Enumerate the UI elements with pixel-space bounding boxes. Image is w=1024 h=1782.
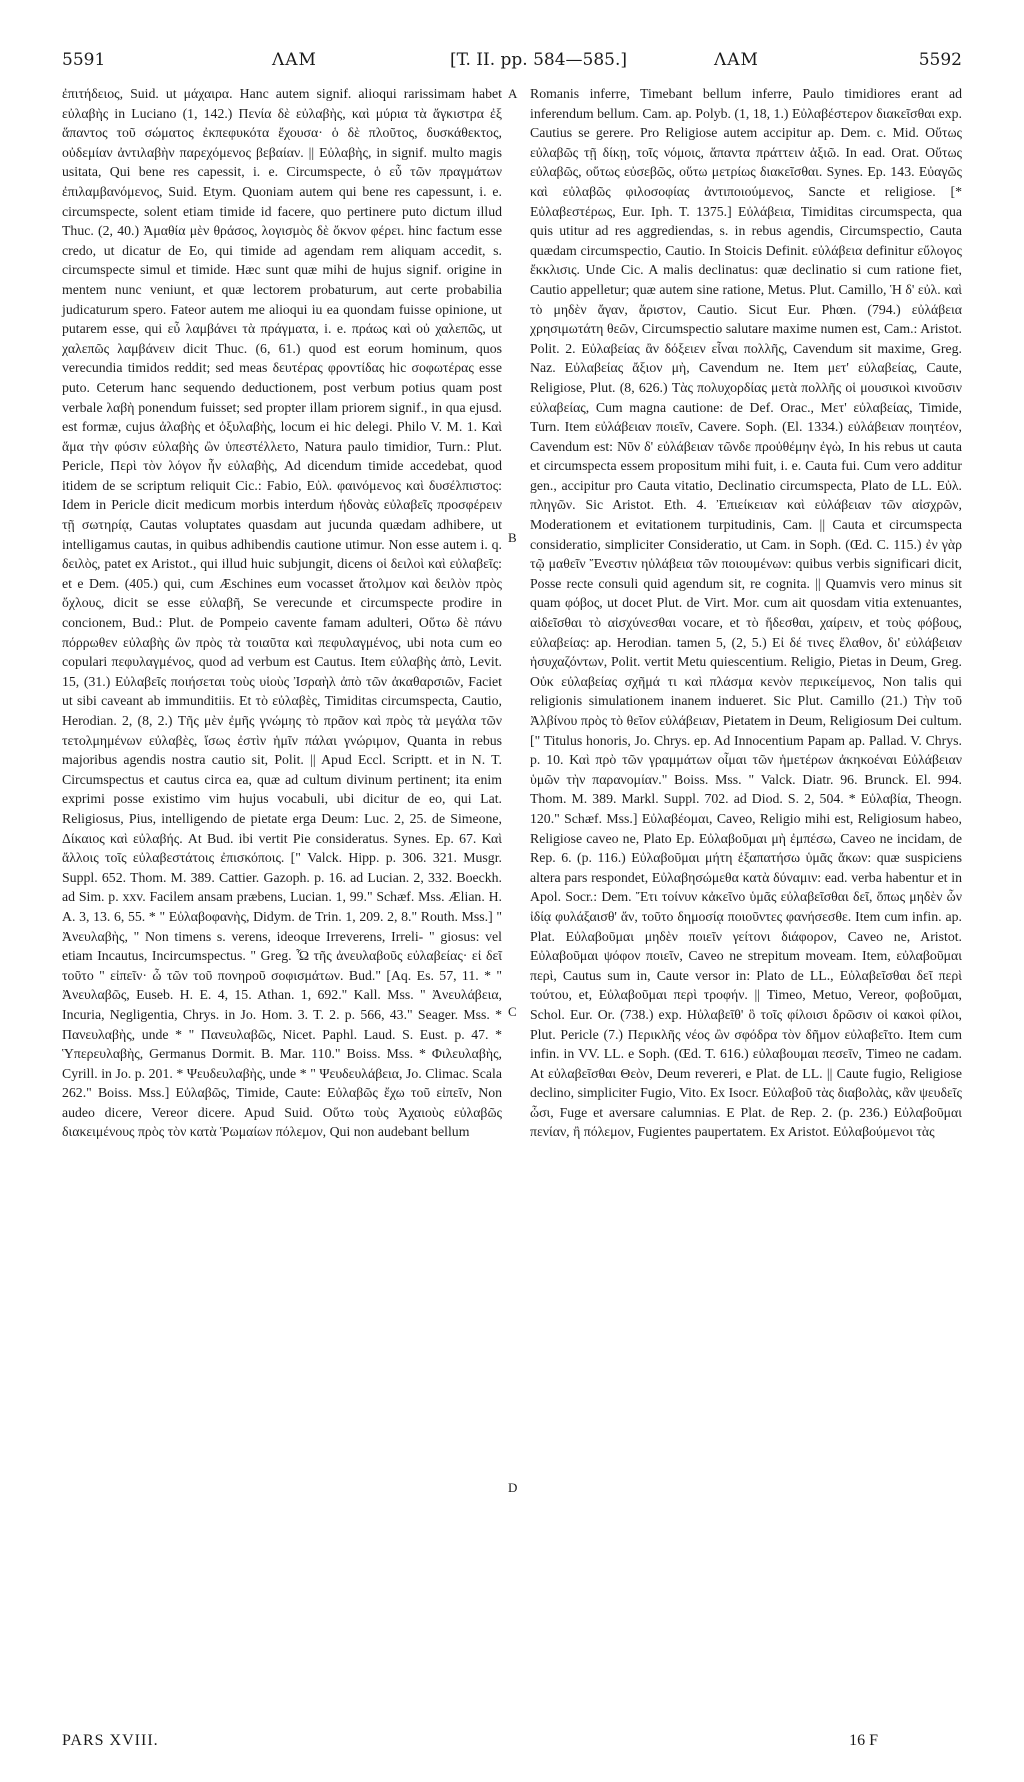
section-marker-c: C xyxy=(508,1004,517,1019)
left-column-text: ἐπιτήδειος, Suid. ut μάχαιρα. Hanc autem signif. alioqui rarissimam habet εὐλαβὴς in Luciano (1, 142.) Πενία δὲ εὐλαβὴς, καὶ μύρια τὰ ἄγκιστρα ἐξ ἅπαντος τοῦ σώματος ἐκπεφυκότα ἔχουσα· ὁ δὲ πλοῦτος, δυσκάθεκτος, οὐδεμίαν ἀντιλαβὴν παρεχόμενος βεβαίαν. || Εὐλαβὴς, in signif. multo magis usitata, Qui bene res capessit, i. e. Circumspecte, ὁ εὖ τῶν πραγμάτων ἐπιλαμβανόμενος, Suid. Etym. Quoniam autem qui bene res capessunt, i. e. circumspecte, solent etiam timide id facere, quo pertinere puto dictum illud Thuc. (2, 40.) Ἀμαθία μὲν θράσος, λογισμὸς δὲ ὄκνον φέρει. hinc factum esse credo, ut dicatur de Eo, qui timide ad agendam rem aliquam accedit, s. circumspecte simul et timide. Hæc sunt quæ mihi de hujus signif. origine in mentem nunc veniunt, et quæ lectorem probaturum, aut certe probabilia judicaturum spero. Fateor autem me alioqui iu ea quondam fuisse opinione, ut putarem esse, qui εὖ λαμβάνει τὰ πράγματα, i. e. πράως καὶ οὐ χαλεπῶς, ut χαλεπῶς λαμβάνειν dicit Thuc. (6, 61.) quod est eorum hominum, quos verecundia timidos reddit; sed meas δευτέρας φροντίδας hic σοφωτέρας esse puto. Ceterum hanc sequendo deductionem, post verbum potius quam post verbale λαβὴ ponendum fuisset; sed propter illam priorem signif., in qua ejusd. est formæ, cujus ἀλαβὴς et ὀξυλαβὴς, locum ei hic delegi. Philo V. M. 1. Καὶ ἅμα τὴν φύσιν εὐλαβὴς ὢν ὑπεστέλλετο, Natura paulo timidior, Turn.: Plut. Pericle, Περὶ τὸν λόγον ἦν εὐλαβὴς, Ad dicendum timide accedebat, quod itidem de se scriptum reliquit Cic.: Fabio, Εὐλ. φαινόμενος καὶ δυσέλπιστος: Idem in Pericle dicit medicum morbis interdum ἡδονὰς εὐλαβεῖς προσφέρειν τῇ σωτηρίᾳ, Cautas voluptates quasdam aut jucunda quædam adhibere, ut intelligamus cautas, in quibus adhibendis cautione utimur. Non esse autem i. q. δειλὸς, patet ex Aristot., qui illud huic subjungit, dicens οἱ δειλοὶ καὶ εὐλαβεῖς: et e Dem. (405.) qui, cum Æschines eum vocasset ἄτολμον καὶ δειλὸν πρὸς ὄχλους, dicit se esse εὐλαβῆ, Se verecunde et circumspecte prodire in concionem, Bud.: Plut. de Pompeio cavente famam adulteri, Οὕτω δὲ πάνυ πόρρωθεν εὐλαβὴς ὢν πρὸς τὰ τοιαῦτα καὶ πεφυλαγμένος, ubi nota cum eo copulari πεφυλαγμένος, quod ad verbum est Cautus. Item εὐλαβὴς ἀπὸ, Levit. 15, (31.) Εὐλαβεῖς ποιήσεται τοὺς υἱοὺς Ἰσραὴλ ἀπὸ τῶν ἀκαθαρσιῶν, Faciet ut sibi caveant ab immunditiis. Et τὸ εὐλαβὲς, Timiditas circumspecta, Cautio, Herodian. 2, (8, 2.) Τῆς μὲν ἐμῆς γνώμης τὸ πρᾶον καὶ πρὸς τὰ μεγάλα τῶν τετολμημένων εὐλαβὲς, ἴσως ἐστὶν ἡμῖν πάλαι γνώριμον, Quanta in rebus majoribus agendis nostra cautio sit, Polit. || Apud Eccl. Scriptt. et in N. T. Circumspectus et cautus circa ea, quæ ad cultum divinum pertinent; ita enim exprimi posse existimo vim hujus vocabuli, ubi dicitur de eo, qui Lat. Religiosus, Pius, intelligendo de pietate erga Deum: Luc. 2, 25. de Simeone, Δίκαιος καὶ εὐλαβής. At Bud. ibi vertit Pie consideratus. Synes. Ep. 67. Καὶ ἄλλοις τοῖς εὐλαβεστάτοις ἐπισκόποις. [" Valck. Hipp. p. 306. 321. Musgr. Suppl. 652. Thom. M. 389. Cattier. Gazoph. p. 16. ad Lucian. 2, 332. Boeckh. ad Sim. p. xxv. Facilem ansam præbens, Lucian. 1, 99." Schæf. Mss. Ælian. H. A. 3, 13. 6, 55. * " Εὐλαβοφανὴς, Didym. de Trin. 1, 209. 2, 8." Routh. Mss.] " Ἀνευλαβὴς, " Non timens s. verens, ideoque Irreverens, Irreli- " giosus: vel etiam Incautus, Incircumspectus. " Greg. Ὦ τῆς ἀνευλαβοῦς εὐλαβείας· εἰ δεῖ τοῦτο " εἰπεῖν· ὦ τῶν τοῦ πονηροῦ σοφισμάτων. Bud." [Aq. Es. 57, 11. * " Ἀνευλαβῶς, Euseb. H. E. 4, 15. Athan. 1, 692." Kall. Mss. " Ἀνευλάβεια, Incuria, Negligentia, Chrys. in Jo. Hom. 3. T. 2. p. 566, 43." Seager. Mss. * Πανευλαβὴς, unde * " Πανευλαβῶς, Nicet. Paphl. Laud. S. Eust. p. 47. * Ὑπερευλαβὴς, Germanus Dormit. B. Mar. 110." Boiss. Mss. * Φιλευλαβὴς, Cyrill. in Jo. p. 201. * Ψευδευλαβὴς, unde * " Ψευδευλάβεια, Jo. Climac. Scala 262." Boiss. Mss.] Εὐλαβῶς, Timide, Caute: Εὐλαβῶς ἔχω τοῦ εἰπεῖν, Non audeo dicere, Vereor dicere. Apud Suid. Οὕτω τοὺς Ἀχαιοὺς εὐλαβῶς διακειμένους πρὸς τὸν κατὰ Ῥωμαίων πόλεμον, Qui non audebant bellum xyxy=(62,86,502,1140)
page-number-right: 5592 xyxy=(918,50,962,70)
signature-mark: 16 F xyxy=(849,1732,878,1749)
page-number-left: 5591 xyxy=(62,50,106,70)
running-header xyxy=(62,50,962,74)
header-title-right: ΛΑΜ xyxy=(714,50,759,70)
header-title-left: ΛΑΜ xyxy=(272,50,317,70)
section-marker-d: D xyxy=(508,1480,518,1495)
part-label: PARS XVIII. xyxy=(62,1732,159,1749)
section-marker-b: B xyxy=(508,530,517,545)
right-column-text: Romanis inferre, Timebant bellum inferre, Paulo timidiores erant ad inferendum bellum. Cam. ap. Polyb. (1, 18, 1.) Εὐλαβέστερον διακεῖσθαι exp. Cautius se gerere. Pro Religiose autem accipitur ap. Dem. c. Mid. Οὕτως εὐλαβῶς τῇ δίκῃ, τοῖς νόμοις, ἅπαντα πράττειν ἀξιῶ. In ead. Orat. Οὕτως εὐλαβῶς, οὕτως εὐσεβῶς, οὕτω μετρίως διακεῖσθαι. Synes. Ep. 143. Εὐαγῶς καὶ εὐλαβῶς φιλοσοφίας ἀντιποιούμενος, Sancte et religiose. [* Εὐλαβεστέρως, Eur. Iph. T. 1375.] Εὐλάβεια, Timiditas circumspecta, qua quis utitur ad res aggrediendas, s. in rebus agendis, Circumspectio, Cauta quædam circumspectio, Cautio. In Stoicis Definit. εὐλάβεια definitur εὔλογος ἔκκλισις. Unde Cic. A malis declinatus: quæ declinatio si cum ratione fiet, Cautio appelletur; quæ autem sine ratione, Metus. Plut. Camillo, Ἡ δ' εὐλ. καὶ τὸ μηδὲν ἄγαν, ἄριστον, Cautio. Sicut Eur. Phœn. (794.) εὐλάβεια χρησιμωτάτη θεῶν, Circumspectio salutare maxime numen est, Cam.: Aristot. Polit. 2. Εὐλαβείας ἂν δόξειεν εἶναι πολλῆς, Cavendum sit maxime, Greg. Naz. Εὐλαβείας ἄξιον μὴ, Cavendum ne. Item μετ' εὐλαβείας, Caute, Religiose, Plut. (8, 626.) Τὰς πολυχορδίας μετὰ πολλῆς οἱ μουσικοὶ κινοῦσιν εὐλαβείας, Cum magna cautione: de Def. Orac., Μετ' εὐλαβείας, Timide, Turn. Item εὐλάβειαν ποιεῖν, Cavere. Soph. (El. 1334.) εὐλάβειαν ποιητέον, Cavendum est: Νῦν δ' εὐλάβειαν τῶνδε προὐθέμην ἐγὼ, In his rebus ut cauta et circumspecta essem propositum mihi fuit, i. e. Cauta fui. Cum vero additur gen., accipitur pro Cauta vitatio, Declinatio circumspecta, Plato de LL. Εὐλ. πληγῶν. Sic Aristot. Eth. 4. Ἐπιείκειαν καὶ εὐλάβειαν τῶν αἰσχρῶν, Moderationem et evitationem turpitudinis, Cam. || Cauta et circumspecta consideratio, simpliciter Consideratio, ut Cam. in Soph. (Œd. C. 115.) ἐν γὰρ τῷ μαθεῖν Ἔνεστιν ηὑλάβεια τῶν ποιουμένων: quibus verbis significari dicit, Posse recte consuli quid agendum sit, re cognita. || Quamvis vero minus sit quam φόβος, ut docet Plut. de Virt. Mor. cum ait quosdam vitia extenuantes, αἰδεῖσθαι τὸ αἰσχύνεσθαι vocare, et τὸ ἥδεσθαι, χαίρειν, et τοὺς φόβους, εὐλαβείας: ap. Herodian. tamen 5, (2, 5.) Εἰ δέ τινες ἔλαθον, δι' εὐλάβειαν ἡσυχαζόντων, Polit. vertit Metu quiescentium. Religio, Pietas in Deum, Greg. Οὐκ εὐλαβείας σχῆμά τι καὶ πλάσμα κενὸν περικείμενος, Non talis qui religionis simulationem inanem indueret. Sic Plut. Camillo (21.) Τὴν τοῦ Ἀλβίνου πρὸς τὸ θεῖον εὐλάβειαν, Pietatem in Deum, Religiosum Dei cultum. [" Titulus honoris, Jo. Chrys. ep. Ad Innocentium Papam ap. Pallad. V. Chrys. p. 10. Καὶ πρὸ τῶν γραμμάτων οἶμαι τῶν ἡμετέρων ἀκηκοέναι Εὐλάβειαν ὑμῶν τὴν παρανομίαν." Boiss. Mss. " Valck. Diatr. 96. Brunck. El. 994. Thom. M. 389. Markl. Suppl. 702. ad Diod. S. 2, 504. * Εὐλαβία, Theogn. 120." Schæf. Mss.] Εὐλαβέομαι, Caveo, Religio mihi est, Religiosum habeo, Religiose caveo ne, Plato Ep. Εὐλαβοῦμαι μὴ ἐμπέσω, Caveo ne incidam, de Rep. 6. (p. 116.) Εὐλαβοῦμαι μήτη ἐξαπατήσω ὑμᾶς ἄκων: quæ suspiciens altera pars respondet, Εὐλαβησώμεθα κατὰ δύναμιν: ead. verba habentur et in Apol. Socr.: Dem. Ἔτι τοίνυν κἀκεῖνο ὑμᾶς εὐλαβεῖσθαι δεῖ, ὅπως μηδὲν ὧν ἰδίᾳ φυλάξαισθ' ἄν, τοῦτο δημοσίᾳ ποιοῦντες φανήσεσθε. Item cum infin. ap. Plat. Εὐλαβοῦμαι μηδὲν ποιεῖν γείτονι διάφορον, Caveo ne, Aristot. Εὐλαβοῦμαι ψόφον ποιεῖν, Caveo ne strepitum moveam. Item, εὐλαβοῦμαι περὶ, Cautus sum in, Caute versor in: Plato de LL., Εὐλαβεῖσθαι δεῖ περὶ τούτου, et, Εὐλαβοῦμαι περὶ τροφήν. || Timeo, Metuo, Vereor, φοβοῦμαι, Schol. Eur. Or. (738.) exp. Ηὐλαβεῖθ' ὃ τοῖς φίλοισι δρῶσιν οἱ κακοὶ φίλοι, Plut. Pericle (7.) Περικλῆς νέος ὢν σφόδρα τὸν δῆμον εὐλαβεῖτο. Item cum infin. in VV. LL. e Soph. (Œd. T. 616.) εὐλαβουμαι πεσεῖν, Timeo ne cadam. At εὐλαβεῖσθαι Θεὸν, Deum revereri, e Plat. de LL. || Caute fugio, Religiose declino, simpliciter Fugio, Vito. Ex Isocr. Εὐλαβοῦ τὰς διαβολὰς, κἂν ψευδεῖς ὦσι, Fuge et aversare calumnias. E Plat. de Rep. 2. (p. 236.) Εὐλαβοῦμαι πενίαν, ἢ πόλεμον, Fugientes paupertatem. Ex Aristot. Εὐλαβούμενοι τὰς xyxy=(530,86,962,1140)
page-footer xyxy=(62,1732,962,1754)
right-column xyxy=(530,84,962,1142)
volume-reference: [T. II. pp. 584—585.] xyxy=(450,50,628,70)
section-marker-a: A xyxy=(508,86,518,101)
left-column xyxy=(62,84,502,1142)
